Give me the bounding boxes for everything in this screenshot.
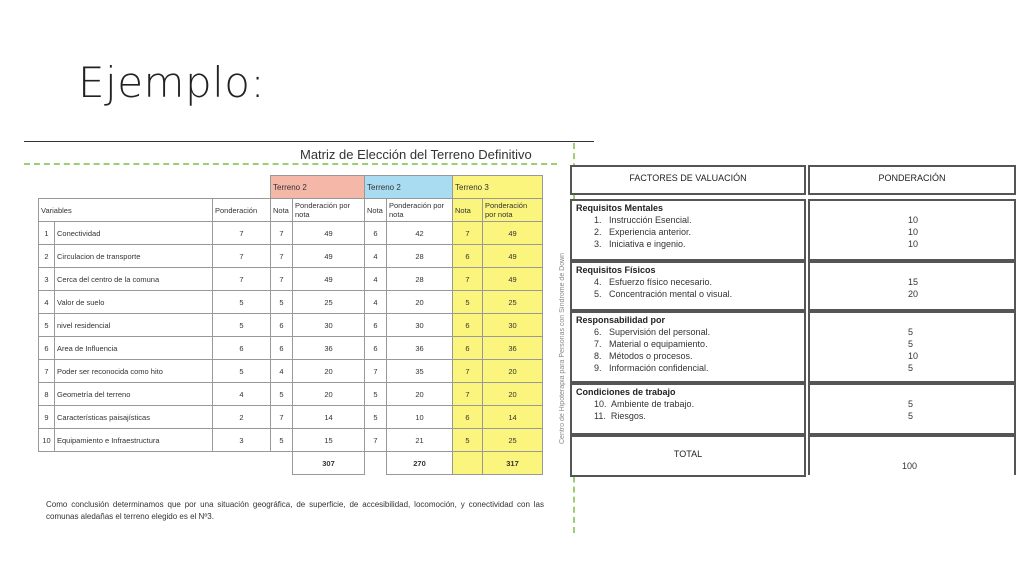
matrix-row (39, 337, 543, 360)
matrix-cell-pond: 7 (213, 222, 271, 245)
matrix-cell-p3: 36 (483, 337, 543, 360)
matrix-conclusion: Como conclusión determinamos que por una situación geográfica, de superficie, de accesibilidad, locomoción, y conectividad con las comunas aledañas el terreno elegido es el Nº3. (46, 500, 544, 521)
matrix-cell-n1: 5 (271, 291, 293, 314)
col-ponderacion: Ponderación (213, 199, 271, 222)
factor-section-title: Condiciones de trabajo (576, 387, 676, 397)
factor-section-title: Responsabilidad por (576, 315, 666, 325)
matrix-cell-p2: 10 (387, 406, 453, 429)
factor-values-3 (808, 311, 1016, 383)
factor-section-3 (570, 311, 806, 383)
col-nota-3: Nota (453, 199, 483, 222)
factor-section-1 (570, 199, 806, 261)
matrix-cell-n: 3 (39, 268, 55, 291)
matrix-cell-n: 9 (39, 406, 55, 429)
matrix-cell-p1: 49 (293, 245, 365, 268)
matrix-cell-p1: 14 (293, 406, 365, 429)
matrix-cell-pond: 5 (213, 291, 271, 314)
matrix-cell-p2: 20 (387, 383, 453, 406)
matrix-cell-p3: 14 (483, 406, 543, 429)
matrix-cell-var: nivel residencial (55, 314, 213, 337)
matrix-cell-n: 4 (39, 291, 55, 314)
matrix-cell-n2: 7 (365, 429, 387, 452)
matrix-row (39, 406, 543, 429)
matrix-cell-pond: 7 (213, 268, 271, 291)
matrix-cell-pond: 7 (213, 245, 271, 268)
matrix-cell-n: 1 (39, 222, 55, 245)
matrix-cell-n1: 4 (271, 360, 293, 383)
matrix-title: Matriz de Elección del Terreno Definitivo (300, 147, 532, 162)
factor-value: 5 (908, 399, 914, 409)
matrix-cell-n2: 6 (365, 337, 387, 360)
factor-value: 20 (908, 289, 919, 299)
matrix-cell-n3: 7 (453, 222, 483, 245)
factors-header-label: FACTORES DE VALUACIÓN (629, 173, 747, 183)
factor-item: 1. Instrucción Esencial. (594, 215, 692, 225)
factor-item: 10. Ambiente de trabajo. (594, 399, 695, 409)
matrix-cell-var: Circulacion de transporte (55, 245, 213, 268)
ponderacion-header-box (808, 165, 1016, 195)
matrix-cell-n1: 5 (271, 429, 293, 452)
matrix-cell-n: 6 (39, 337, 55, 360)
matrix-cell-n3: 7 (453, 360, 483, 383)
factor-section-title: Requisitos Mentales (576, 203, 664, 213)
total-label-box (570, 435, 806, 477)
factor-values-2 (808, 261, 1016, 311)
matrix-cell-n1: 6 (271, 337, 293, 360)
matrix-cell-n3: 6 (453, 337, 483, 360)
matrix-cell-pond: 3 (213, 429, 271, 452)
factor-values-4 (808, 383, 1016, 435)
matrix-cell-pond: 6 (213, 337, 271, 360)
matrix-cell-p3: 25 (483, 429, 543, 452)
factors-header-box (570, 165, 806, 195)
total-terreno-2: 270 (387, 452, 453, 475)
matrix-cell-var: Características paisajísticas (55, 406, 213, 429)
side-vertical-caption: Centro de Hipoterapia para Personas con Síndrome de Down (559, 252, 566, 444)
col-nota-2: Nota (365, 199, 387, 222)
matrix-cell-p1: 36 (293, 337, 365, 360)
factor-value: 5 (908, 339, 914, 349)
matrix-cell-var: Cerca del centro de la comuna (55, 268, 213, 291)
matrix-row (39, 360, 543, 383)
matrix-cell-n2: 4 (365, 245, 387, 268)
matrix-cell-p3: 49 (483, 245, 543, 268)
matrix-cell-n1: 7 (271, 245, 293, 268)
matrix-cell-n3: 7 (453, 268, 483, 291)
matrix-cell-p1: 20 (293, 383, 365, 406)
matrix-cell-p2: 35 (387, 360, 453, 383)
matrix-top-dashed-line (24, 163, 557, 165)
matrix-cell-var: Valor de suelo (55, 291, 213, 314)
matrix-cell-p1: 30 (293, 314, 365, 337)
matrix-cell-n: 8 (39, 383, 55, 406)
factor-item: 6. Supervisión del personal. (594, 327, 711, 337)
factor-item: 4. Esfuerzo físico necesario. (594, 277, 713, 287)
terreno-header-1: Terreno 2 (271, 176, 365, 199)
matrix-cell-pond: 5 (213, 360, 271, 383)
total-label: TOTAL (673, 449, 703, 459)
matrix-cell-n1: 7 (271, 222, 293, 245)
terreno-header-3: Terreno 3 (453, 176, 543, 199)
matrix-cell-n3: 6 (453, 406, 483, 429)
col-pond-nota-3: Ponderación por nota (483, 199, 543, 222)
matrix-cell-p2: 20 (387, 291, 453, 314)
matrix-cell-p3: 30 (483, 314, 543, 337)
matrix-cell-p3: 49 (483, 222, 543, 245)
matrix-cell-n3: 6 (453, 314, 483, 337)
matrix-row (39, 314, 543, 337)
matrix-cell-n2: 4 (365, 291, 387, 314)
matrix-cell-n1: 7 (271, 406, 293, 429)
matrix-row (39, 429, 543, 452)
factor-value: 5 (908, 327, 914, 337)
matrix-cell-n3: 5 (453, 429, 483, 452)
factor-item: 5. Concentración mental o visual. (594, 289, 733, 299)
matrix-cell-p2: 28 (387, 245, 453, 268)
matrix-cell-n2: 7 (365, 360, 387, 383)
matrix-cell-var: Area de Influencia (55, 337, 213, 360)
factor-item: 3. Iniciativa e ingenio. (594, 239, 686, 249)
matrix-cell-p2: 42 (387, 222, 453, 245)
matrix-cell-p2: 21 (387, 429, 453, 452)
factor-item: 2. Experiencia anterior. (594, 227, 692, 237)
ponderacion-header-label: PONDERACIÓN (878, 173, 946, 183)
matrix-cell-p3: 25 (483, 291, 543, 314)
matrix-cell-n2: 5 (365, 383, 387, 406)
matrix-cell-p1: 49 (293, 268, 365, 291)
matrix-cell-n3: 6 (453, 245, 483, 268)
factor-section-4 (570, 383, 806, 435)
matrix-table (38, 175, 543, 475)
factor-value: 10 (908, 351, 919, 361)
matrix-cell-n1: 5 (271, 383, 293, 406)
matrix-cell-p3: 49 (483, 268, 543, 291)
matrix-cell-n2: 5 (365, 406, 387, 429)
matrix-cell-n: 2 (39, 245, 55, 268)
factor-value: 10 (908, 239, 919, 249)
matrix-cell-p1: 25 (293, 291, 365, 314)
matrix-cell-p1: 15 (293, 429, 365, 452)
matrix-cell-var: Poder ser reconocida como hito (55, 360, 213, 383)
matrix-cell-n: 5 (39, 314, 55, 337)
matrix-cell-p1: 49 (293, 222, 365, 245)
matrix-row (39, 383, 543, 406)
matrix-cell-var: Geometría del terreno (55, 383, 213, 406)
matrix-cell-n2: 6 (365, 222, 387, 245)
col-pond-nota-1: Ponderación por nota (293, 199, 365, 222)
matrix-cell-n3: 7 (453, 383, 483, 406)
factor-value: 10 (908, 215, 919, 225)
factor-value: 5 (908, 411, 914, 421)
factor-value: 15 (908, 277, 919, 287)
matrix-cell-n2: 6 (365, 314, 387, 337)
factor-item: 9. Información confidencial. (594, 363, 709, 373)
terrain-matrix (24, 143, 566, 533)
matrix-cell-p1: 20 (293, 360, 365, 383)
matrix-cell-pond: 5 (213, 314, 271, 337)
factor-value: 10 (908, 227, 919, 237)
total-terreno-1: 307 (293, 452, 365, 475)
slide-title: Ejemplo: (78, 58, 266, 107)
factor-values-1 (808, 199, 1016, 261)
matrix-row (39, 291, 543, 314)
terreno-header-2: Terreno 2 (365, 176, 453, 199)
matrix-cell-p3: 20 (483, 360, 543, 383)
factor-section-title: Requisitos Físicos (576, 265, 656, 275)
matrix-row (39, 268, 543, 291)
matrix-cell-n3: 5 (453, 291, 483, 314)
matrix-cell-n: 10 (39, 429, 55, 452)
col-pond-nota-2: Ponderación por nota (387, 199, 453, 222)
factor-item: 7. Material o equipamiento. (594, 339, 708, 349)
factor-item: 8. Métodos o procesos. (594, 351, 693, 361)
matrix-cell-p2: 30 (387, 314, 453, 337)
matrix-cell-n2: 4 (365, 268, 387, 291)
factor-value: 5 (908, 363, 914, 373)
col-variables: Variables (39, 199, 213, 222)
matrix-cell-n: 7 (39, 360, 55, 383)
matrix-cell-n1: 6 (271, 314, 293, 337)
matrix-cell-p3: 20 (483, 383, 543, 406)
matrix-cell-n1: 7 (271, 268, 293, 291)
factor-section-2 (570, 261, 806, 311)
matrix-cell-var: Equipamiento e Infraestructura (55, 429, 213, 452)
matrix-cell-pond: 4 (213, 383, 271, 406)
total-value-box (808, 435, 1016, 475)
matrix-row (39, 245, 543, 268)
col-nota-1: Nota (271, 199, 293, 222)
total-value: 100 (902, 461, 918, 471)
valuation-factors-table (570, 165, 1016, 477)
matrix-row (39, 222, 543, 245)
matrix-cell-p2: 36 (387, 337, 453, 360)
matrix-cell-var: Conectividad (55, 222, 213, 245)
matrix-cell-p2: 28 (387, 268, 453, 291)
title-divider (24, 141, 594, 142)
total-terreno-3: 317 (483, 452, 543, 475)
factor-item: 11. Riesgos. (594, 411, 646, 421)
matrix-cell-pond: 2 (213, 406, 271, 429)
